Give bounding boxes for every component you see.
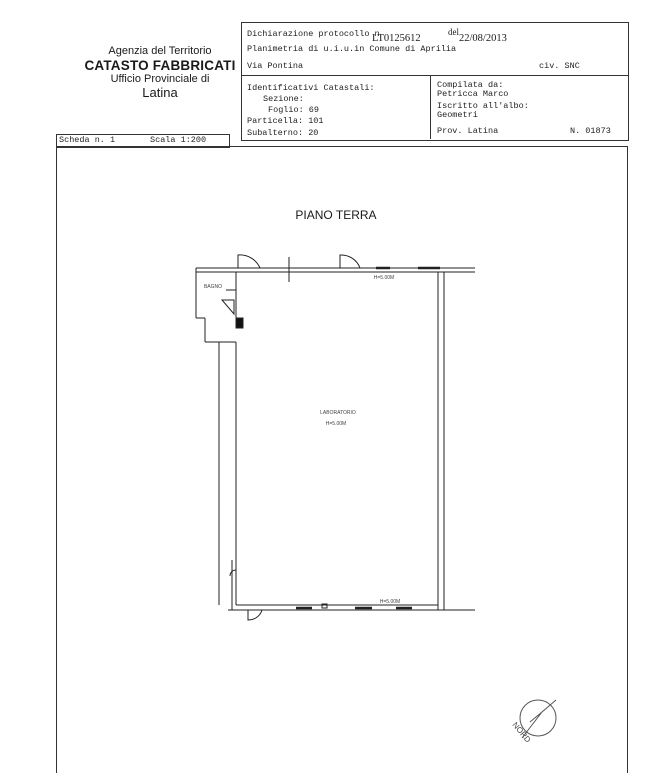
height-top-label: H=5.00M <box>373 275 395 281</box>
planimetria-text: Planimetria di u.i.u.in Comune di Aprilia <box>247 44 457 54</box>
lab-label: LABORATORIO <box>320 410 356 416</box>
height-bottom-label: H=5.00M <box>379 599 401 605</box>
door-swing-2 <box>340 255 360 268</box>
civic-number: civ. SNC <box>539 61 580 71</box>
compiler-name: Petricca Marco <box>437 89 509 99</box>
dichiarazione-label: Dichiarazione protocollo n <box>247 29 380 39</box>
left-opening-arc <box>230 570 236 576</box>
sezione-field: Sezione: <box>263 94 304 104</box>
door-swing-bottom <box>248 610 262 620</box>
registration-number: N. 01873 <box>570 126 611 136</box>
registry-title: CATASTO FABBRICATI <box>84 57 236 73</box>
id-catastali-label: Identificativi Catastali: <box>247 83 375 93</box>
address-text: Via Pontina <box>247 61 304 71</box>
bath-fixture <box>222 300 234 314</box>
protocol-number: LT0125612 <box>372 33 421 44</box>
subalterno-field: Subalterno: 20 <box>247 128 319 138</box>
agency-name: Agenzia del Territorio <box>108 45 212 57</box>
particella-field: Particella: 101 <box>247 116 324 126</box>
plan-title: PIANO TERRA <box>295 208 377 222</box>
bath-door-jamb <box>236 318 243 328</box>
del-label: del <box>448 27 459 37</box>
office-city: Latina <box>142 84 178 100</box>
declaration-date: 22/08/2013 <box>459 33 507 44</box>
albo-name: Geometri <box>437 110 478 120</box>
province-field: Prov. Latina <box>437 126 499 136</box>
scale-label: Scala 1:200 <box>150 135 207 145</box>
foglio-field: Foglio: 69 <box>268 105 320 115</box>
door-swing-1 <box>238 255 260 268</box>
bath-label: BAGNO <box>203 284 223 290</box>
scheda-number: Scheda n. 1 <box>59 135 116 145</box>
office-label: Ufficio Provinciale di <box>110 73 210 86</box>
north-label: NORD <box>510 720 533 745</box>
compilata-label: Compilata da: <box>437 80 504 90</box>
lab-height-label: H=5.00M <box>325 421 347 427</box>
iscritto-label: Iscritto all'albo: <box>437 101 529 111</box>
